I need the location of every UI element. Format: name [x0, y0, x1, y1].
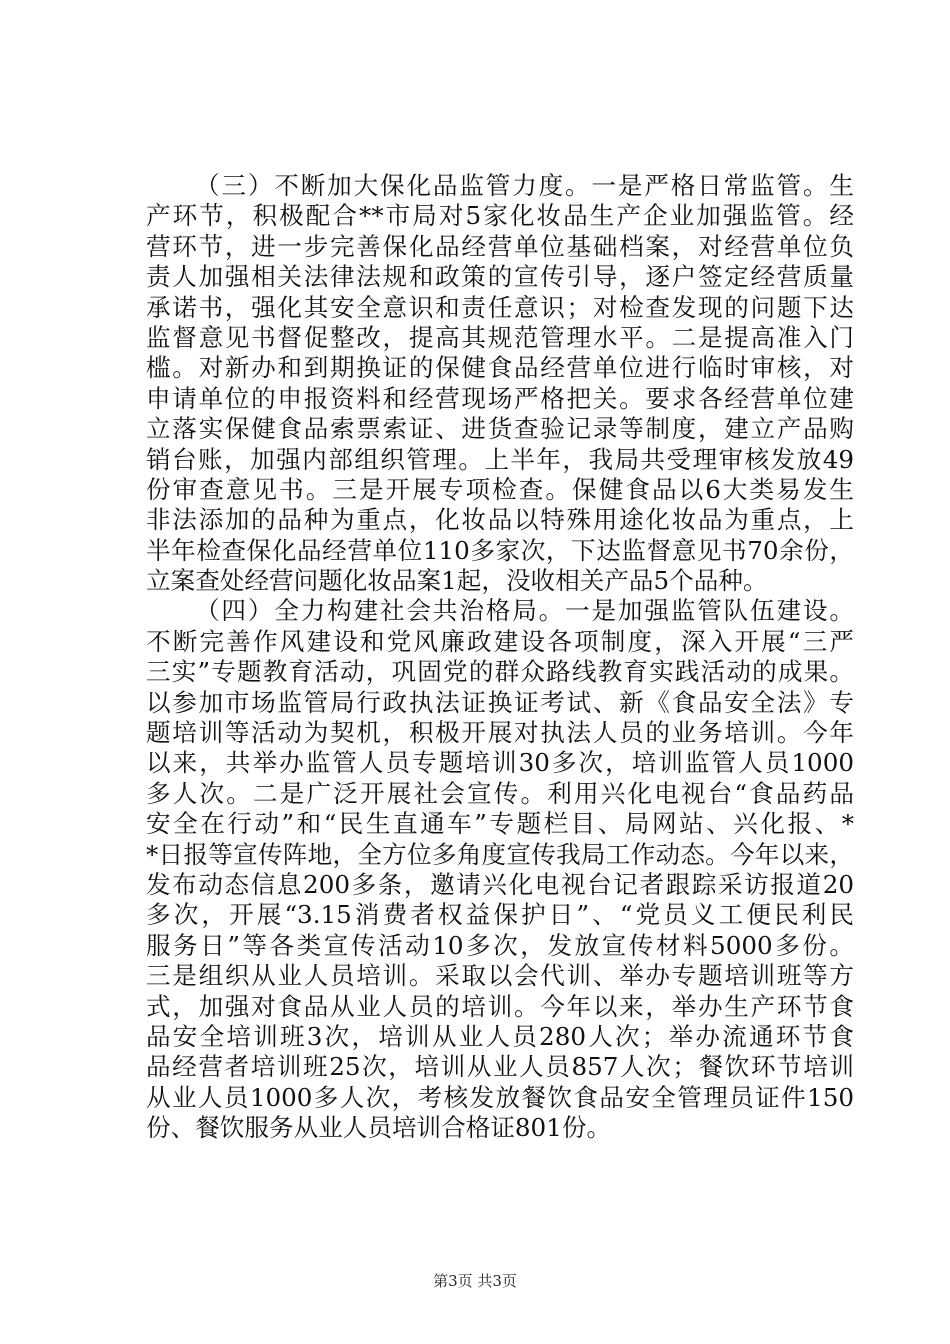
paragraph-line: （四）全力构建社会共治格局。一是加强监管队伍建设。 — [195, 596, 854, 626]
paragraph-line: 不断完善作风建设和党风廉政建设各项制度，深入开展“三严 — [146, 626, 854, 656]
paragraph-line: 责人加强相关法律法规和政策的宣传引导，逐户签定经营质量 — [146, 262, 854, 292]
paragraph-line: 槛。对新办和到期换证的保健食品经营单位进行临时审核，对 — [146, 353, 854, 383]
paragraph-line: 发布动态信息200多条，邀请兴化电视台记者跟踪采访报道20 — [146, 869, 854, 899]
paragraph-line: 半年检查保化品经营单位110多家次，下达监督意见书70余份， — [146, 535, 854, 565]
paragraph-line: 立落实保健食品索票索证、进货查验记录等制度，建立产品购 — [146, 414, 854, 444]
paragraph-line: 申请单位的申报资料和经营现场严格把关。要求各经营单位建 — [146, 383, 854, 413]
paragraph-4 — [146, 596, 854, 1143]
paragraph-line: 多次，开展“3.15消费者权益保护日”、“党员义工便民利民 — [146, 900, 854, 930]
paragraph-line: 品经营者培训班25次，培训从业人员857人次；餐饮环节培训 — [146, 1052, 854, 1082]
paragraph-line: 三实”专题教育活动，巩固党的群众路线教育实践活动的成果。 — [146, 657, 854, 687]
paragraph-line: 份、餐饮服务从业人员培训合格证801份。 — [146, 1113, 612, 1143]
paragraph-3 — [146, 171, 854, 596]
paragraph-line: 非法添加的品种为重点，化妆品以特殊用途化妆品为重点，上 — [146, 505, 854, 535]
paragraph-line: 题培训等活动为契机，积极开展对执法人员的业务培训。今年 — [146, 718, 854, 748]
paragraph-line: 承诺书，强化其安全意识和责任意识；对检查发现的问题下达 — [146, 292, 854, 322]
paragraph-line: *日报等宣传阵地，全方位多角度宣传我局工作动态。今年以来， — [146, 839, 854, 869]
paragraph-line: 以来，共举办监管人员专题培训30多次，培训监管人员1000 — [146, 748, 854, 778]
paragraph-line: 式，加强对食品从业人员的培训。今年以来，举办生产环节食 — [146, 991, 854, 1021]
paragraph-line: 安全在行动”和“民生直通车”专题栏目、局网站、兴化报、* — [146, 809, 854, 839]
paragraph-line: 销台账，加强内部组织管理。上半年，我局共受理审核发放49 — [146, 444, 854, 474]
paragraph-line: 监督意见书督促整改，提高其规范管理水平。二是提高准入门 — [146, 322, 854, 352]
document-body — [146, 171, 854, 1144]
paragraph-line: 营环节，进一步完善保化品经营单位基础档案，对经营单位负 — [146, 231, 854, 261]
paragraph-line: （三）不断加大保化品监管力度。一是严格日常监管。生 — [195, 171, 854, 200]
paragraph-line: 份审查意见书。三是开展专项检查。保健食品以6大类易发生 — [146, 474, 854, 504]
paragraph-line: 服务日”等各类宣传活动10多次，发放宣传材料5000多份。 — [146, 930, 854, 960]
paragraph-line: 从业人员1000多人次，考核发放餐饮食品安全管理员证件150 — [146, 1082, 854, 1112]
paragraph-line: 三是组织从业人员培训。采取以会代训、举办专题培训班等方 — [146, 961, 854, 991]
paragraph-line: 产环节，积极配合**市局对5家化妆品生产企业加强监管。经 — [146, 201, 854, 231]
paragraph-line: 以参加市场监管局行政执法证换证考试、新《食品安全法》专 — [146, 687, 854, 717]
paragraph-line: 立案查处经营问题化妆品案1起，没收相关产品5个品种。 — [146, 566, 768, 596]
paragraph-line: 品安全培训班3次，培训从业人员280人次；举办流通环节食 — [146, 1021, 854, 1051]
paragraph-line: 多人次。二是广泛开展社会宣传。利用兴化电视台“食品药品 — [146, 778, 854, 808]
page-number-footer: 第3页 共3页 — [433, 1272, 517, 1290]
